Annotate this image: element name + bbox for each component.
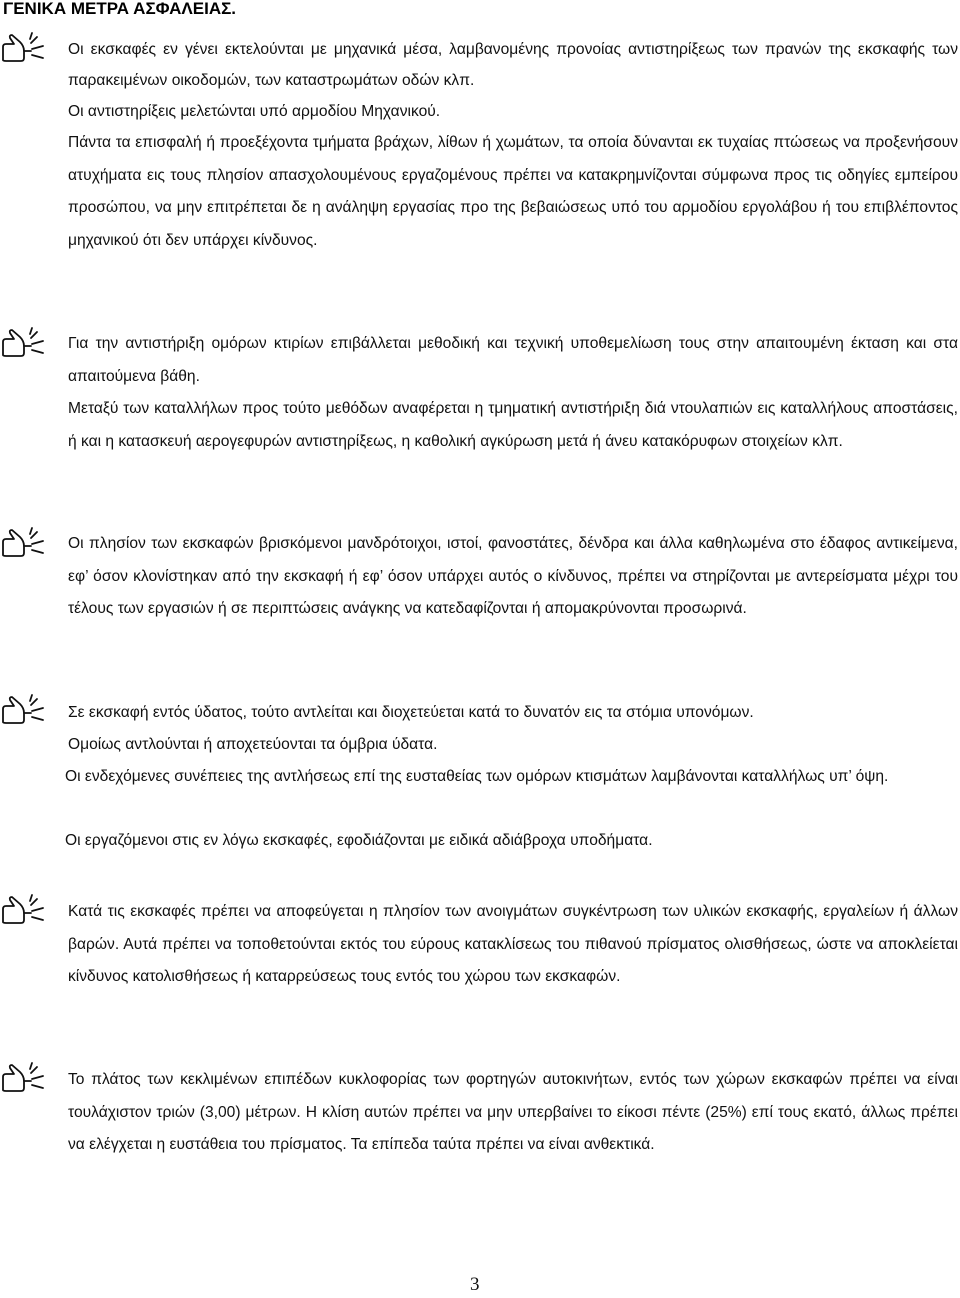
paragraph: Πάντα τα επισφαλή ή προεξέχοντα τμήματα βράχων, λίθων ή χωμάτων, τα οποία δύνανται εκ τυχαίας πτώσεως να προξενήσουν ατυχήματα εις τους πλησίον απασχολουμένους εργαζομένους πρέπει να κατακρημνίζονται σύμφωνα προς τις οδηγίες εμπείρου προσώπου, να μην επιτρέπεται δε η ανάληψη εργασίας προ της βεβαιώσεως υπό του αρμοδίου εργολάβου ή του επιβλέποντος μηχανικού ότι δεν υπάρχει κίνδυνος. (68, 134, 958, 249)
hand-pointing-icon (0, 325, 46, 359)
hand-pointing-icon (0, 892, 46, 926)
paragraph: Οι εργαζόμενοι στις εν λόγω εκσκαφές, εφοδιάζονται με ειδικά αδιάβροχα υποδήματα. (65, 832, 653, 849)
paragraph: Σε εκσκαφή εντός ύδατος, τούτο αντλείται και διοχετεύεται κατά το δυνατόν εις τα στόμια υπονόμων. (68, 704, 754, 721)
page-number: 3 (470, 1274, 480, 1295)
hand-pointing-icon (0, 692, 46, 726)
paragraph: Κατά τις εκσκαφές πρέπει να αποφεύγεται η πλησίον των ανοιγμάτων συγκέντρωση των υλικών εκσκαφής, εργαλείων ή άλλων βαρών. Αυτά πρέπει να τοποθετούνται εκτός του εύρους κατακλίσεως του πιθανού πρίσματος ολισθήσεως, ώστε να αποκλείεται κίνδυνος κατολισθήσεως ή καταρρεύσεως τους εντός του χώρου των εκσκαφών. (68, 903, 958, 985)
paragraph: Για την αντιστήριξη ομόρων κτιρίων επιβάλλεται μεθοδική και τεχνική υποθεμελίωση τους στην απαιτουμένη έκταση και στα απαιτούμενα βάθη. (68, 335, 958, 385)
hand-pointing-icon (0, 1060, 46, 1094)
paragraph: Οι ενδεχόμενες συνέπειες της αντλήσεως επί της ευσταθείας των ομόρων κτισμάτων λαμβάνονται καταλλήλως υπ’ όψη. (65, 768, 889, 785)
paragraph: Το πλάτος των κεκλιμένων επιπέδων κυκλοφορίας των φορτηγών αυτοκινήτων, εντός των χώρων εκσκαφών πρέπει να είναι τουλάχιστον τριών (3,00) μέτρων. Η κλίση αυτών πρέπει να μην υπερβαίνει το είκοσι πέντε (25%) επί τους εκατό, άλλως πρέπει να ελέγχεται η ευστάθεια του πρίσματος. Τα επίπεδα ταύτα πρέπει να είναι ανθεκτικά. (68, 1071, 958, 1153)
paragraph: Ομοίως αντλούνται ή αποχετεύονται τα όμβρια ύδατα. (68, 736, 438, 753)
page-heading: ΓΕΝΙΚΑ ΜΕΤΡΑ ΑΣΦΑΛΕΙΑΣ. (3, 0, 237, 18)
paragraph: Μεταξύ των καταλλήλων προς τούτο μεθόδων αναφέρεται η τμηματική αντιστήριξη διά ντουλαπιών εις καταλλήλους αποστάσεις, ή και η κατασκευή αερογεφυρών αντιστηρίξεως, η καθολική αγκύρωση μετά ή άνευ κατακόρυφων στοιχείων κλπ. (68, 400, 958, 450)
hand-pointing-icon (0, 30, 46, 64)
paragraph: Οι πλησίον των εκσκαφών βρισκόμενοι μανδρότοιχοι, ιστοί, φανοστάτες, δένδρα και άλλα καθηλωμένα στο έδαφος αντικείμενα, εφ’ όσον κλονίστηκαν από την εκσκαφή ή εφ’ όσον υπάρχει αυτός ο κίνδυνος, πρέπει να στηρίζονται με αντερείσματα μέχρι του τέλους των εργασιών ή σε περιπτώσεις ανάγκης να κατεδαφίζονται ή απομακρύνονται προσωρινά. (68, 535, 958, 617)
paragraph: Οι αντιστηρίξεις μελετώνται υπό αρμοδίου Μηχανικού. (68, 103, 441, 120)
hand-pointing-icon (0, 525, 46, 559)
paragraph: Οι εκσκαφές εν γένει εκτελούνται με μηχανικά μέσα, λαμβανομένης προνοίας αντιστηρίξεως των πρανών της εκσκαφής των παρακειμένων οικοδομών, των καταστρωμάτων οδών κλπ. (68, 41, 958, 89)
